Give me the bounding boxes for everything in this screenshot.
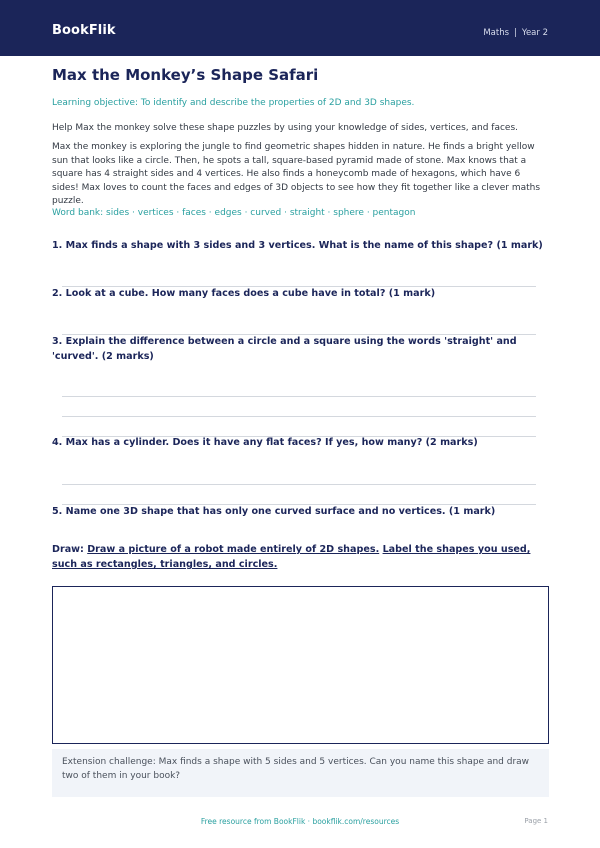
subject-label: Maths bbox=[483, 28, 510, 38]
question-5: 5. Name one 3D shape that has only one curved surface and no vertices. (1 mark) bbox=[52, 506, 496, 517]
question-1: 1. Max finds a shape with 3 sides and 3 vertices. What is the name of this shape? (1 mark) bbox=[52, 240, 543, 251]
story-text: Max the monkey is exploring the jungle to find geometric shapes hidden in nature. He finds a bright yellow sun that looks like a circle. Then, he spots a tall, square-based pyramid made of stone. Max knows that a square has 4 straight sides and 4 vertices. He also finds a honeycomb made of hexagons, which have 6 sides! Max loves to count the faces and edges of 3D objects to see how they fit together like a clever maths puzzle. bbox=[52, 142, 541, 206]
page-title: Max the Monkey’s Shape Safari bbox=[52, 66, 319, 84]
drawing-box[interactable] bbox=[52, 586, 549, 744]
page-number: Page 1 bbox=[524, 817, 548, 825]
word-bank: Word bank: sides · vertices · faces · edges · curved · straight · sphere · pentagon bbox=[52, 208, 416, 218]
draw-instruction bbox=[52, 542, 548, 572]
draw-prefix: Draw: bbox=[52, 544, 84, 555]
answer-line-3b[interactable] bbox=[62, 416, 536, 417]
brand-logo: BookFlik bbox=[52, 23, 116, 38]
draw-rest-instruction: Label the shapes you used, such as rectangles, triangles, and circles. bbox=[52, 544, 531, 570]
answer-line-3a[interactable] bbox=[62, 396, 536, 397]
page-header bbox=[0, 0, 600, 56]
learning-objective: Learning objective: To identify and describe the properties of 2D and 3D shapes. bbox=[52, 98, 415, 108]
footer-link[interactable]: Free resource from BookFlik · bookflik.com/resources bbox=[200, 817, 400, 826]
meta-separator: | bbox=[514, 28, 517, 38]
extension-challenge: Extension challenge: Max finds a shape with 5 sides and 5 vertices. Can you name this shape and draw two of them in your book? bbox=[52, 749, 549, 797]
question-4: 4. Max has a cylinder. Does it have any flat faces? If yes, how many? (2 marks) bbox=[52, 437, 478, 448]
draw-main-instruction: Draw a picture of a robot made entirely of 2D shapes. bbox=[87, 544, 380, 555]
question-2: 2. Look at a cube. How many faces does a cube have in total? (1 mark) bbox=[52, 288, 436, 299]
answer-line-4a[interactable] bbox=[62, 484, 536, 485]
intro-text: Help Max the monkey solve these shape puzzles by using your knowledge of sides, vertices, and faces. bbox=[52, 123, 519, 133]
subject-year bbox=[483, 28, 548, 38]
year-label: Year 2 bbox=[521, 28, 548, 38]
question-3: 3. Explain the difference between a circle and a square using the words 'straight' and 'curved'. (2 marks) bbox=[52, 336, 517, 362]
